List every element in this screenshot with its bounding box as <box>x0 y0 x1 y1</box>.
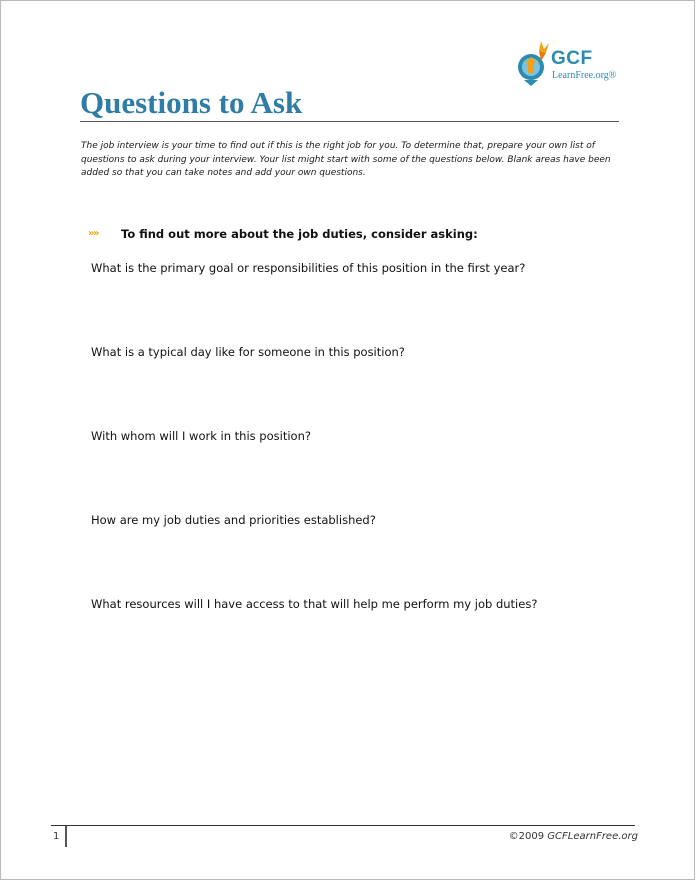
copyright-prefix: ©2009 <box>508 831 548 842</box>
question-item: What is a typical day like for someone in this position? <box>91 345 405 359</box>
page-number: 1 <box>53 831 60 842</box>
double-chevron-right-icon: »» <box>88 228 98 239</box>
section-heading <box>88 226 478 242</box>
gcf-logo <box>515 39 625 87</box>
gcf-learnfree-logo-icon <box>515 39 555 87</box>
question-item: How are my job duties and priorities established? <box>91 513 376 527</box>
intro-paragraph: The job interview is your time to find out if this is the right job for you. To determine that, prepare your own list of questions to ask during your interview. Your list might start with some of the questions below. Blank areas have been added so that you can take notes and add your own questions. <box>81 141 611 178</box>
footer-copyright <box>509 830 638 843</box>
question-item: What is the primary goal or responsibilities of this position in the first year? <box>91 261 526 275</box>
section-heading-text: To find out more about the job duties, consider asking: <box>121 227 478 241</box>
question-item: What resources will I have access to that will help me perform my job duties? <box>91 597 538 611</box>
page-title: Questions to Ask <box>80 85 303 120</box>
footer-page-separator <box>65 826 67 847</box>
title-divider <box>80 121 619 122</box>
question-item: With whom will I work in this position? <box>91 429 311 443</box>
copyright-site: GCFLearnFree.org <box>547 831 638 842</box>
logo-site-text: LearnFree.org® <box>552 70 617 81</box>
footer-divider <box>51 825 635 826</box>
logo-brand-text: GCF <box>551 48 593 69</box>
